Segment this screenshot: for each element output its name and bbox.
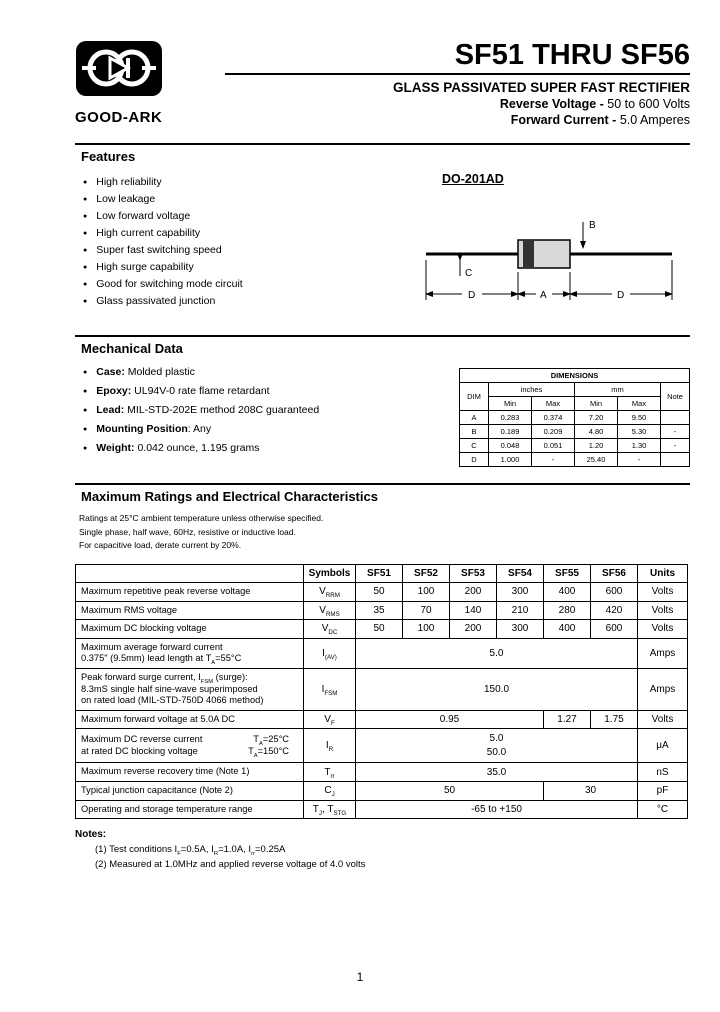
page-title: SF51 THRU SF56	[454, 39, 690, 71]
ratings-section	[75, 483, 690, 819]
param-line: Maximum average forward current	[81, 641, 223, 652]
dim-label-a: A	[540, 290, 547, 302]
reverse-voltage-value: 50 to 600 Volts	[607, 97, 690, 112]
symbol-cell: $T_{rr}$	[304, 763, 356, 782]
part-header-sf51: SF51	[356, 564, 403, 582]
param-cell	[76, 669, 304, 711]
table-row	[76, 729, 688, 763]
list-item	[83, 404, 423, 416]
features-section	[75, 143, 690, 319]
dim-cell: A	[460, 411, 489, 425]
param-cell	[76, 729, 304, 763]
table-row	[460, 453, 690, 467]
table-row	[460, 383, 690, 397]
param-line: 8.3mS single half sine-wave superimposed	[81, 683, 258, 694]
note-item: (2) Measured at 1.0MHz and applied reverse voltage of 4.0 volts	[95, 859, 366, 871]
list-item	[83, 366, 423, 378]
mech-label: Epoxy:	[96, 385, 132, 398]
dim-cell	[661, 453, 690, 467]
list-item: ● Good for switching mode circuit	[83, 278, 405, 290]
param-line: Peak forward surge current, $I_{FSM}$ (surge):	[81, 672, 248, 685]
value-cell: 300	[497, 582, 544, 601]
param-cell: Maximum DC blocking voltage	[76, 620, 304, 639]
unit-cell: pF	[638, 782, 688, 801]
unit-cell: Amps	[638, 669, 688, 711]
dim-cell: 0.283	[489, 411, 532, 425]
symbol-cell: $C_J$	[304, 782, 356, 801]
condition-line: Ratings at 25°C ambient temperature unless otherwise specified.	[79, 513, 324, 524]
dim-col-header: DIM	[460, 383, 489, 411]
symbol-cell: $V_{RMS}$	[304, 601, 356, 620]
dim-label-b: B	[589, 220, 596, 232]
mech-label: Mounting Position	[96, 423, 188, 436]
dim-cell: 0.051	[532, 439, 575, 453]
dim-cell	[661, 411, 690, 425]
table-row	[460, 439, 690, 453]
value-cell: 400	[544, 582, 591, 601]
brand-name: GOOD-ARK	[75, 109, 163, 126]
value-cell: 420	[591, 601, 638, 620]
package-block	[420, 172, 690, 319]
dim-label-d-right: D	[617, 290, 625, 302]
value-cell: 50	[356, 782, 544, 801]
table-row	[76, 601, 688, 620]
param-line: 0.375" (9.5mm) lead length at $T_A=55^\circ C$	[81, 653, 242, 667]
value-cell	[356, 729, 638, 763]
mechanical-section	[75, 335, 690, 467]
value-line: 5.0	[489, 733, 504, 745]
value-cell: 100	[403, 582, 450, 601]
list-item: ● Low forward voltage	[83, 210, 405, 222]
value-cell: 50	[356, 620, 403, 639]
value-cell: 300	[497, 620, 544, 639]
dim-label-c: C	[465, 268, 473, 280]
symbol-cell: $I_{FSM}$	[304, 669, 356, 711]
max-header: Max	[618, 397, 661, 411]
param-header	[76, 564, 304, 582]
param-cell	[76, 638, 304, 668]
mech-text: MIL-STD-202E method 208C guaranteed	[124, 404, 320, 417]
mech-label: Case:	[96, 366, 125, 379]
list-item: ● Super fast switching speed	[83, 244, 405, 256]
value-cell: 1.75	[591, 710, 638, 729]
list-item: ● Low leakage	[83, 193, 405, 205]
units-header: Units	[638, 564, 688, 582]
dim-cell: 0.189	[489, 425, 532, 439]
dim-cell: 7.20	[575, 411, 618, 425]
value-cell: 400	[544, 620, 591, 639]
note-header: Note	[661, 383, 690, 411]
dim-cell: 0.374	[532, 411, 575, 425]
features-title: Features	[81, 149, 136, 165]
dim-cell: -	[661, 439, 690, 453]
mech-text: : Any	[187, 423, 212, 436]
unit-cell: Volts	[638, 710, 688, 729]
mech-text: UL94V-0 rate flame retardant	[131, 385, 270, 398]
param-line: on rated load (MIL-STD-750D 4066 method)	[81, 695, 264, 706]
symbol-cell: $I_{(AV)}$	[304, 638, 356, 668]
ratings-header-row	[76, 564, 688, 582]
symbols-header: Symbols	[304, 564, 356, 582]
mech-text: Molded plastic	[124, 366, 195, 379]
list-item: ● Glass passivated junction	[83, 295, 405, 307]
page-number: 1	[356, 970, 364, 984]
dim-cell: 5.30	[618, 425, 661, 439]
dim-cell: -	[532, 453, 575, 467]
value-cell: 200	[450, 582, 497, 601]
param-cell: Maximum reverse recovery time (Note 1)	[76, 763, 304, 782]
dim-cell: 25.40	[575, 453, 618, 467]
table-row	[76, 763, 688, 782]
part-header-sf52: SF52	[403, 564, 450, 582]
part-header-sf56: SF56	[591, 564, 638, 582]
condition-text: $T_A=150^\circ C$	[248, 745, 289, 759]
inches-header: inches	[489, 383, 575, 397]
part-header-sf55: SF55	[544, 564, 591, 582]
param-cell: Maximum RMS voltage	[76, 601, 304, 620]
value-cell: 140	[450, 601, 497, 620]
subtitle: GLASS PASSIVATED SUPER FAST RECTIFIER	[392, 80, 690, 96]
value-cell: 100	[403, 620, 450, 639]
max-header: Max	[532, 397, 575, 411]
dim-cell: B	[460, 425, 489, 439]
symbol-cell: $I_R$	[304, 729, 356, 763]
list-item	[83, 423, 423, 435]
condition-text: $T_A=25^\circ C$	[253, 734, 289, 748]
list-item: ● High reliability	[83, 176, 405, 188]
good-ark-logo-icon	[75, 40, 163, 97]
dim-cell: 1.20	[575, 439, 618, 453]
features-list	[75, 176, 405, 319]
dim-cell: -	[661, 425, 690, 439]
param-cell: Operating and storage temperature range	[76, 800, 304, 819]
mm-header: mm	[575, 383, 661, 397]
dim-cell: 1.000	[489, 453, 532, 467]
brand-block	[75, 40, 225, 126]
table-row	[460, 425, 690, 439]
dimensions-table	[459, 368, 690, 467]
mechanical-title: Mechanical Data	[81, 341, 183, 357]
list-item: ● High surge capability	[83, 261, 405, 273]
symbol-cell: $T_J$, $T_{STG}$	[304, 800, 356, 819]
list-item	[83, 442, 423, 454]
unit-cell: °C	[638, 800, 688, 819]
symbol-cell: $V_{RRM}$	[304, 582, 356, 601]
unit-cell: Amps	[638, 638, 688, 668]
value-cell: 0.95	[356, 710, 544, 729]
mechanical-list	[75, 366, 423, 467]
unit-cell: nS	[638, 763, 688, 782]
unit-cell: Volts	[638, 620, 688, 639]
param-cell: Maximum forward voltage at 5.0A DC	[76, 710, 304, 729]
forward-current-line	[225, 113, 690, 127]
unit-cell: Volts	[638, 582, 688, 601]
value-cell: 35	[356, 601, 403, 620]
min-header: Min	[575, 397, 618, 411]
list-item: ● High current capability	[83, 227, 405, 239]
dimensions-title: DIMENSIONS	[460, 369, 690, 383]
value-cell: 200	[450, 620, 497, 639]
table-row	[460, 397, 690, 411]
ratings-table	[75, 564, 688, 819]
part-header-sf53: SF53	[450, 564, 497, 582]
table-row	[460, 411, 690, 425]
dim-cell: 9.50	[618, 411, 661, 425]
package-diagram	[420, 214, 678, 314]
forward-current-value: 5.0 Amperes	[619, 113, 690, 128]
title-rule	[225, 73, 690, 75]
value-cell: 35.0	[356, 763, 638, 782]
value-cell: 280	[544, 601, 591, 620]
value-cell: 30	[544, 782, 638, 801]
header	[75, 40, 690, 127]
value-cell: 1.27	[544, 710, 591, 729]
value-cell: 210	[497, 601, 544, 620]
reverse-voltage-line	[225, 97, 690, 111]
dim-cell: D	[460, 453, 489, 467]
package-name: DO-201AD	[442, 172, 504, 187]
value-cell: 600	[591, 620, 638, 639]
value-cell: 50	[356, 582, 403, 601]
note-item: (1) Test conditions $I_F=0.5A$, $I_R=1.0A$, $I_{rr}=0.25A$	[95, 844, 286, 858]
dim-cell: -	[618, 453, 661, 467]
dim-label-d-left: D	[468, 290, 476, 302]
title-block	[225, 40, 690, 127]
param-line	[81, 746, 299, 758]
symbol-cell: $V_{DC}$	[304, 620, 356, 639]
value-cell: 150.0	[356, 669, 638, 711]
dimensions-block	[459, 364, 690, 467]
condition-line: Single phase, half wave, 60Hz, resistive or inductive load.	[79, 526, 296, 537]
notes-label: Notes:	[75, 829, 107, 841]
min-header: Min	[489, 397, 532, 411]
value-cell: 600	[591, 582, 638, 601]
ratings-title: Maximum Ratings and Electrical Characteristics	[81, 489, 378, 505]
dim-cell: 4.80	[575, 425, 618, 439]
value-cell: 5.0	[356, 638, 638, 668]
param-cell: Maximum repetitive peak reverse voltage	[76, 582, 304, 601]
condition-line: For capacitive load, derate current by 20%.	[79, 539, 242, 550]
param-text: at rated DC blocking voltage	[81, 745, 198, 756]
table-row	[76, 782, 688, 801]
reverse-voltage-label: Reverse Voltage -	[499, 97, 608, 112]
symbol-cell: $V_F$	[304, 710, 356, 729]
forward-current-label: Forward Current -	[510, 113, 620, 128]
param-line	[81, 734, 299, 746]
ratings-conditions	[79, 512, 690, 552]
mech-text: 0.042 ounce, 1.195 grams	[134, 442, 260, 455]
part-header-sf54: SF54	[497, 564, 544, 582]
dim-cell: C	[460, 439, 489, 453]
unit-cell: Volts	[638, 601, 688, 620]
table-row	[76, 800, 688, 819]
mech-label: Lead:	[96, 404, 125, 417]
value-line: 50.0	[486, 746, 507, 758]
mech-label: Weight:	[96, 442, 135, 455]
table-row	[76, 638, 688, 668]
unit-cell: μA	[638, 729, 688, 763]
table-row	[76, 582, 688, 601]
param-cell: Typical junction capacitance (Note 2)	[76, 782, 304, 801]
table-row	[76, 620, 688, 639]
dim-cell: 0.209	[532, 425, 575, 439]
table-row	[76, 710, 688, 729]
dim-cell: 0.048	[489, 439, 532, 453]
value-cell: 70	[403, 601, 450, 620]
param-text: Maximum DC reverse current	[81, 734, 203, 745]
table-row	[76, 669, 688, 711]
notes-block	[75, 829, 690, 870]
dim-cell: 1.30	[618, 439, 661, 453]
table-row	[460, 369, 690, 383]
list-item	[83, 385, 423, 397]
value-cell: -65 to +150	[356, 800, 638, 819]
